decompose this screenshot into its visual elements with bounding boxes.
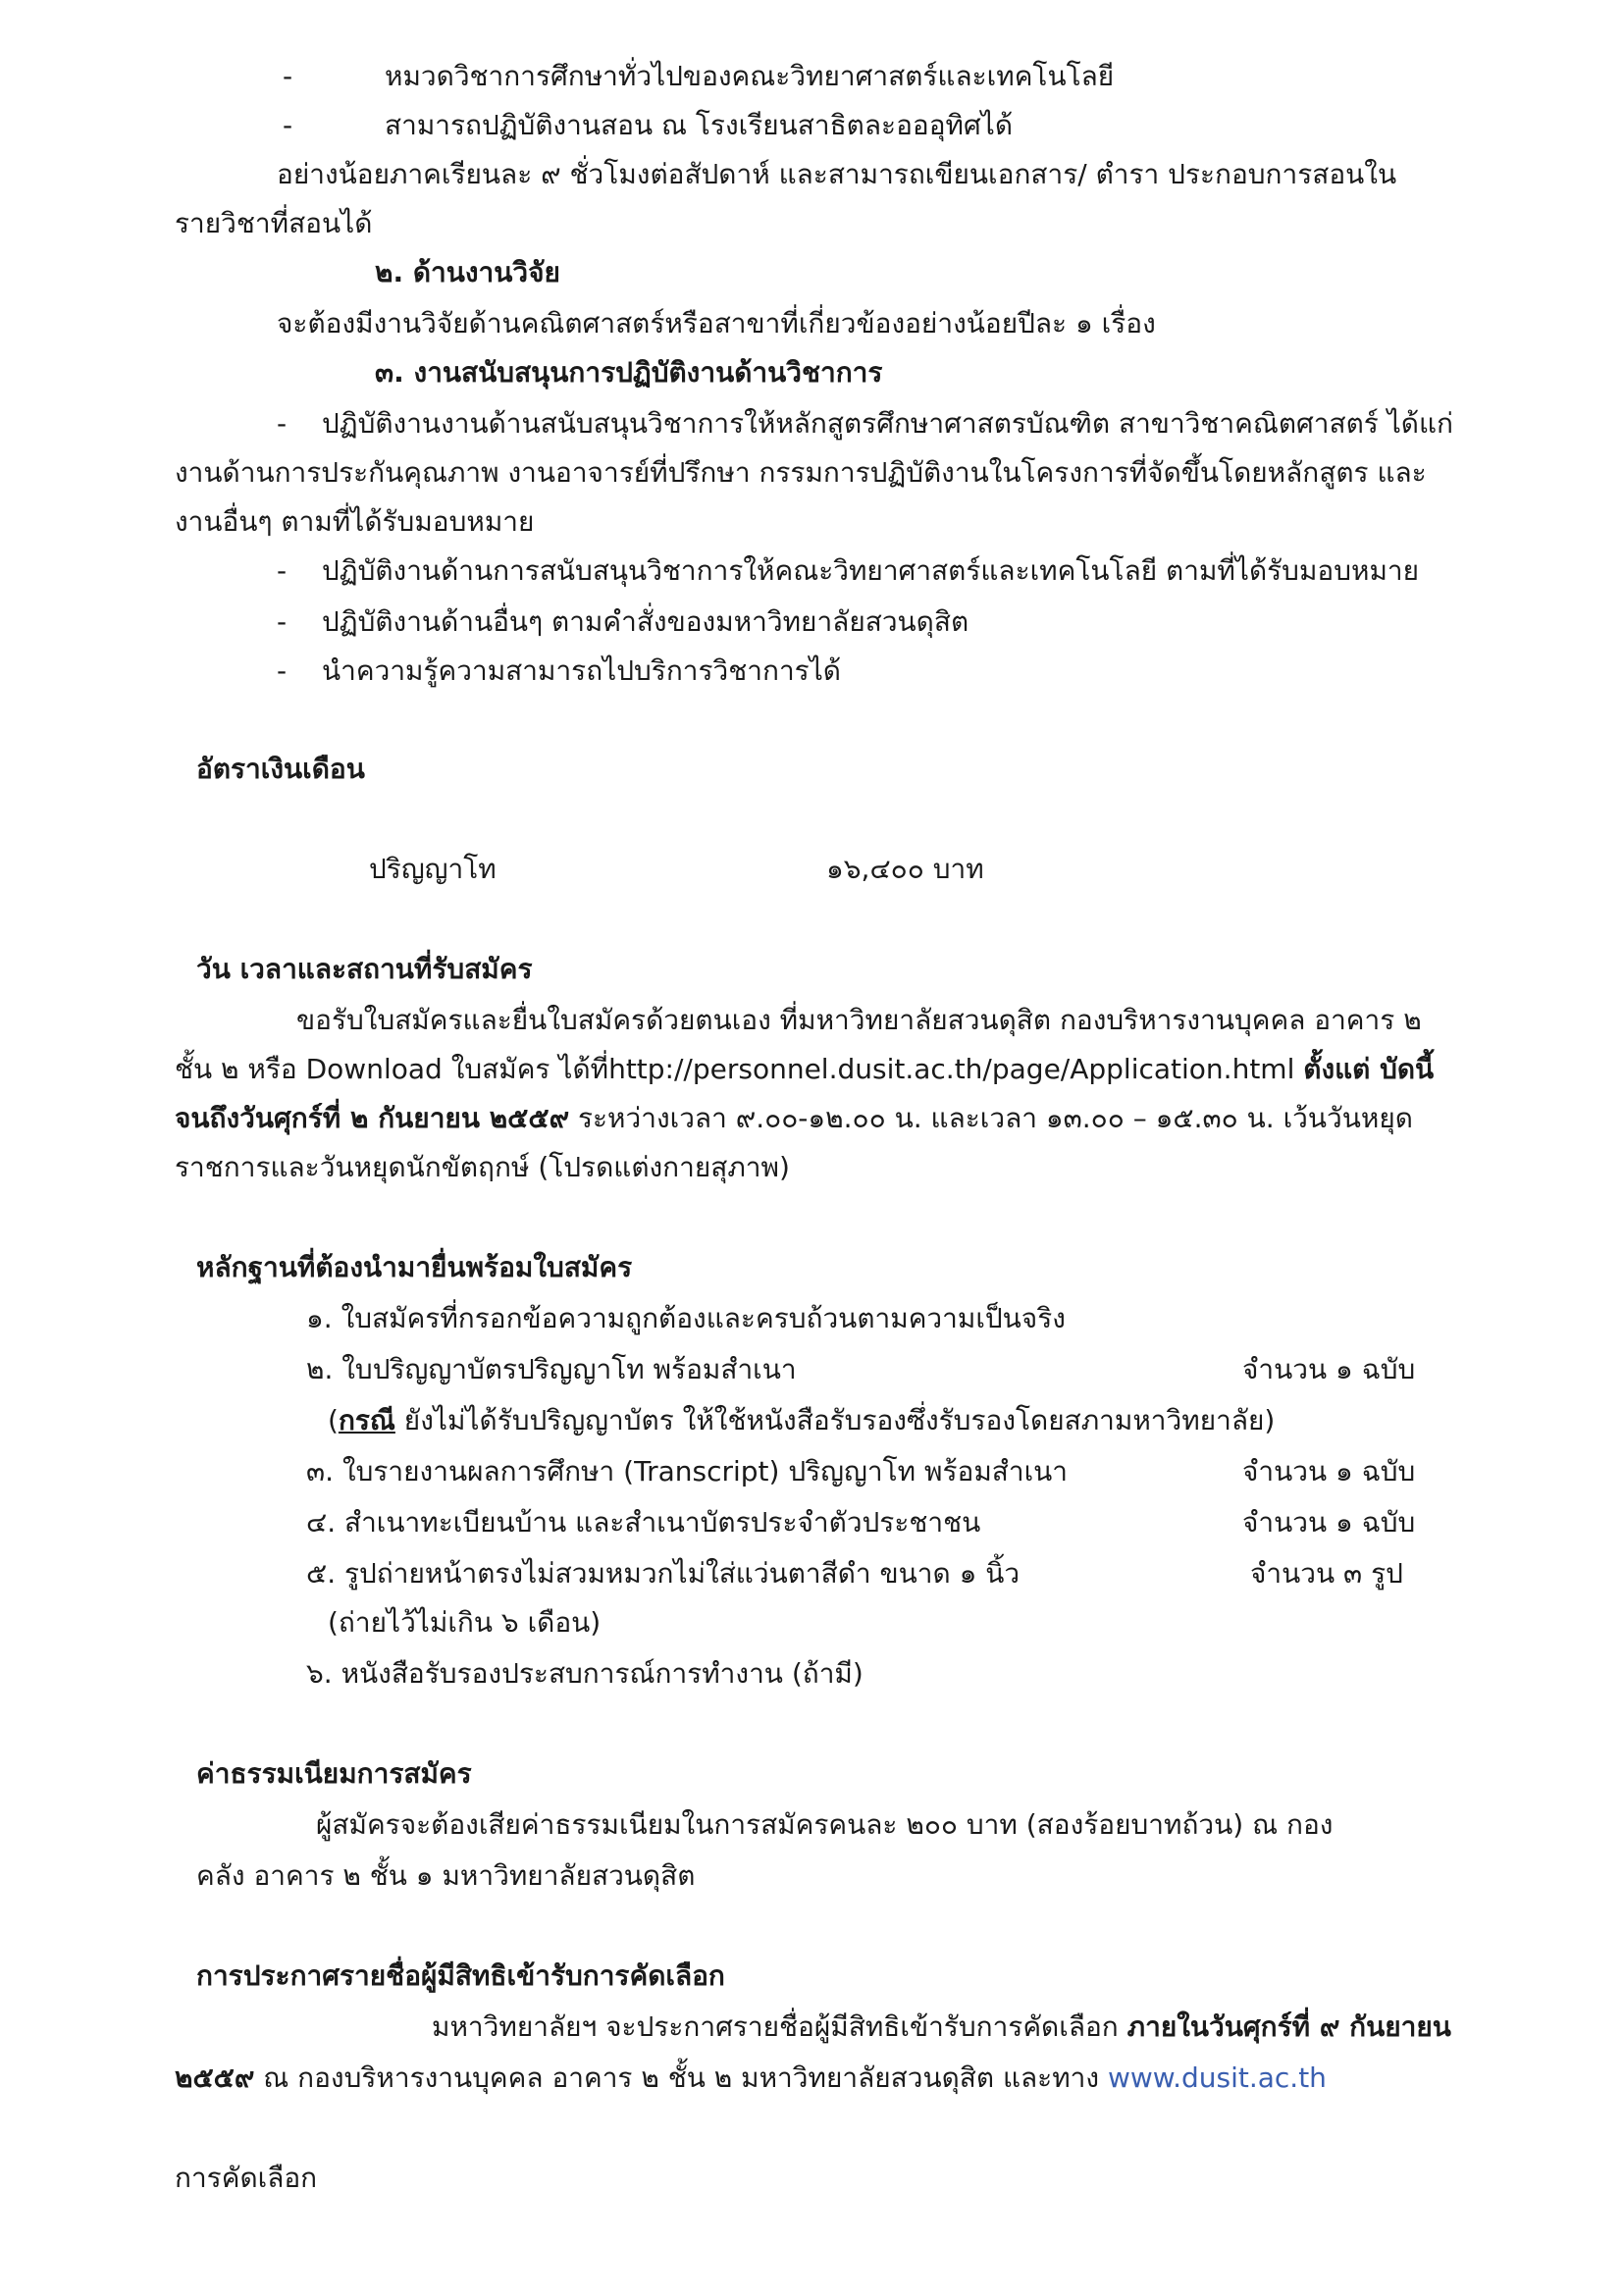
list-dash: - [283, 109, 293, 141]
list-item: สามารถปฏิบัติงานสอน ณ โรงเรียนสาธิตละอออุทิศได้ [385, 109, 1014, 141]
list-item: ๓. ใบรายงานผลการศึกษา (Transcript) ปริญญาโท พร้อมสำเนา [306, 1455, 1069, 1487]
list-item: ๑. ใบสมัครที่กรอกข้อความถูกต้องและครบถ้วนตามความเป็นจริง [306, 1302, 1066, 1334]
section-heading-announcement: การประกาศรายชื่อผู้มีสิทธิเข้ารับการคัดเลือก [196, 1959, 725, 1992]
section-heading-documents: หลักฐานที่ต้องนำมายื่นพร้อมใบสมัคร [196, 1251, 633, 1283]
list-dash: - [277, 605, 288, 638]
section-heading-application: วัน เวลาและสถานที่รับสมัคร [196, 953, 533, 985]
list-dash: - [277, 654, 288, 687]
note-text: ยังไม่ได้รับปริญญาบัตร ให้ใช้หนังสือรับรองซึ่งรับรองโดยสภามหาวิทยาลัย) [394, 1404, 1276, 1436]
paragraph-line: จะต้องมีงานวิจัยด้านคณิตศาสตร์หรือสาขาที่เกี่ยวข้องอย่างน้อยปีละ ๑ เรื่อง [277, 307, 1156, 339]
list-dash: - [283, 60, 293, 92]
announcement-year: ๒๕๕๙ [175, 2061, 255, 2094]
quantity-label: จำนวน ๑ ฉบับ [1242, 1353, 1416, 1385]
note-line [328, 1401, 1275, 1440]
paragraph-line [432, 2008, 1451, 2047]
application-hours: ระหว่างเวลา ๙.๐๐-๑๒.๐๐ น. และเวลา ๑๓.๐๐ – ๑๕.๓๐ น. เว้นวันหยุด [569, 1102, 1413, 1134]
note-paren: ( [328, 1404, 339, 1436]
list-item: ปฏิบัติงานด้านอื่นๆ ตามคำสั่งของมหาวิทยาลัยสวนดุสิต [322, 605, 969, 638]
paragraph-line: ราชการและวันหยุดนักขัตฤกษ์ (โปรดแต่งกายสุภาพ) [175, 1151, 790, 1183]
section-heading-salary: อัตราเงินเดือน [196, 753, 365, 785]
dusit-website-link[interactable]: www.dusit.ac.th [1107, 2061, 1327, 2094]
application-download-text: ชั้น ๒ หรือ Download ใบสมัคร ได้ที่http://personnel.dusit.ac.th/page/Application.html [175, 1053, 1304, 1085]
list-dash: - [277, 554, 288, 587]
quantity-label: จำนวน ๑ ฉบับ [1242, 1506, 1416, 1539]
salary-amount: ๑๖,๔๐๐ บาท [826, 853, 984, 885]
note-case-label: กรณี [338, 1404, 395, 1436]
announcement-date: ภายในวันศุกร์ที่ ๙ กันยายน [1126, 2010, 1451, 2043]
paragraph-line [175, 2059, 1327, 2098]
list-item: ๔. สำเนาทะเบียนบ้าน และสำเนาบัตรประจำตัวประชาชน [306, 1506, 981, 1539]
section-heading-fee: ค่าธรรมเนียมการสมัคร [196, 1757, 472, 1790]
application-start-date: ตั้งแต่ บัดนี้ [1303, 1053, 1435, 1085]
paragraph-line: รายวิชาที่สอนได้ [175, 207, 373, 239]
paragraph-line: ผู้สมัครจะต้องเสียค่าธรรมเนียมในการสมัครคนละ ๒๐๐ บาท (สองร้อยบาทถ้วน) ณ กอง [316, 1808, 1334, 1841]
paragraph-line: อย่างน้อยภาคเรียนละ ๙ ชั่วโมงต่อสัปดาห์ และสามารถเขียนเอกสาร/ ตำรา ประกอบการสอนใน [277, 158, 1397, 190]
quantity-label: จำนวน ๓ รูป [1250, 1557, 1403, 1590]
list-item: ๖. หนังสือรับรองประสบการณ์การทำงาน (ถ้ามี) [306, 1657, 864, 1690]
list-item: นำความรู้ความสามารถไปบริการวิชาการได้ [322, 654, 841, 687]
announcement-text: มหาวิทยาลัยฯ จะประกาศรายชื่อผู้มีสิทธิเข้ารับการคัดเลือก [432, 2010, 1127, 2043]
quantity-label: จำนวน ๑ ฉบับ [1242, 1455, 1416, 1487]
paragraph-line: งานด้านการประกันคุณภาพ งานอาจารย์ที่ปรึกษา กรรมการปฏิบัติงานในโครงการที่จัดขึ้นโดยหลักสูตร และ [175, 456, 1427, 489]
note-line: (ถ่ายไว้ไม่เกิน ๖ เดือน) [328, 1606, 602, 1639]
list-item: ปฏิบัติงานงานด้านสนับสนุนวิชาการให้หลักสูตรศึกษาศาสตรบัณฑิต สาขาวิชาคณิตศาสตร์ ได้แก่ [322, 407, 1453, 440]
list-item: ๕. รูปถ่ายหน้าตรงไม่สวมหมวกไม่ใส่แว่นตาสีดำ ขนาด ๑ นิ้ว [306, 1557, 1021, 1590]
list-dash: - [277, 407, 288, 440]
section-heading-research: ๒. ด้านงานวิจัย [375, 256, 560, 288]
list-item: ปฏิบัติงานด้านการสนับสนุนวิชาการให้คณะวิทยาศาสตร์และเทคโนโลยี ตามที่ได้รับมอบหมาย [322, 554, 1420, 587]
application-end-date: จนถึงวันศุกร์ที่ ๒ กันยายน ๒๕๕๙ [175, 1102, 570, 1134]
section-heading-support: ๓. งานสนับสนุนการปฏิบัติงานด้านวิชาการ [375, 356, 883, 389]
list-item: ๒. ใบปริญญาบัตรปริญญาโท พร้อมสำเนา [306, 1353, 797, 1385]
paragraph-line: งานอื่นๆ ตามที่ได้รับมอบหมาย [175, 505, 535, 538]
salary-degree: ปริญญาโท [369, 853, 497, 885]
paragraph-line [175, 1099, 1413, 1138]
paragraph-line: ขอรับใบสมัครและยื่นใบสมัครด้วยตนเอง ที่มหาวิทยาลัยสวนดุสิต กองบริหารงานบุคคล อาคาร ๒ [296, 1004, 1422, 1036]
paragraph-line: คลัง อาคาร ๒ ชั้น ๑ มหาวิทยาลัยสวนดุสิต [196, 1859, 696, 1892]
section-heading-selection: การคัดเลือก [175, 2162, 318, 2194]
list-item: หมวดวิชาการศึกษาทั่วไปของคณะวิทยาศาสตร์และเทคโนโลยี [385, 60, 1115, 92]
paragraph-line [175, 1050, 1434, 1089]
announcement-place: ณ กองบริหารงานบุคคล อาคาร ๒ ชั้น ๒ มหาวิทยาลัยสวนดุสิต และทาง [254, 2061, 1108, 2094]
